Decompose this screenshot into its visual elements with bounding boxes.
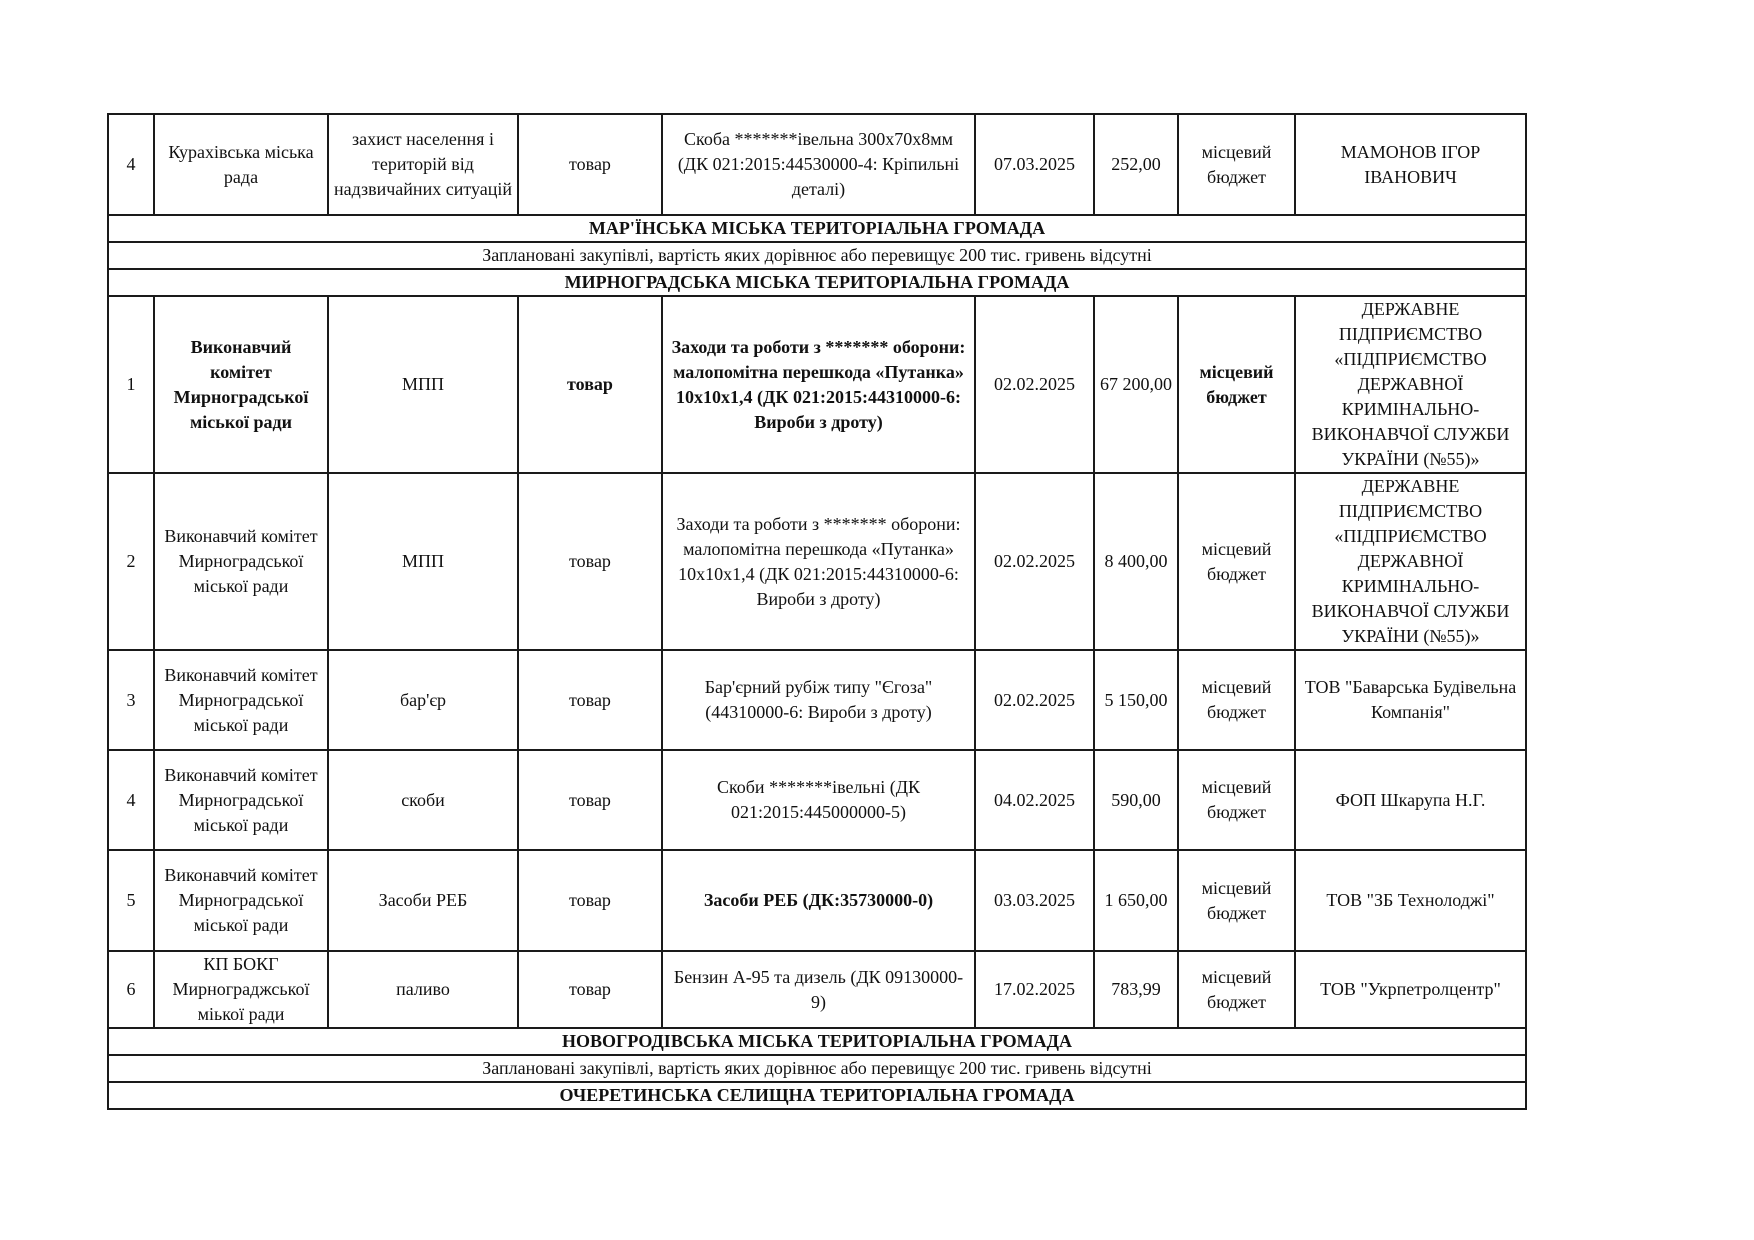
row-number: 1 [108,296,154,473]
item-cell: Скоби *******івельні (ДК 021:2015:445000000-5) [662,750,975,850]
item-cell: Заходи та роботи з ******* оборони: малопомітна перешкода «Путанка» 10х10х1,4 (ДК 021:2015:44310000-6: Вироби з дроту) [662,473,975,650]
supplier-cell: ТОВ "Баварська Будівельна Компанія" [1295,650,1526,750]
date-cell: 02.02.2025 [975,650,1094,750]
item-cell: Заходи та роботи з ******* оборони: малопомітна перешкода «Путанка» 10х10х1,4 (ДК 021:2015:44310000-6: Вироби з дроту) [662,296,975,473]
supplier-cell: ТОВ "Укрпетролцентр" [1295,951,1526,1028]
table-row [108,114,1526,215]
customer-cell: Виконавчий комітет Мирноградської міської ради [154,850,328,951]
supplier-cell: ДЕРЖАВНЕ ПІДПРИЄМСТВО «ПІДПРИЄМСТВО ДЕРЖАВНОЇ КРИМІНАЛЬНО-ВИКОНАВЧОЇ СЛУЖБИ УКРАЇНИ (№55)» [1295,296,1526,473]
section-heading-row [108,215,1526,242]
row-number: 4 [108,114,154,215]
section-note-marinka: Заплановані закупівлі, вартість яких дорівнює або перевищує 200 тис. гривень відсутні [108,242,1526,269]
section-heading-row [108,1028,1526,1055]
source-cell: місцевий бюджет [1178,951,1295,1028]
subject-cell: бар'єр [328,650,518,750]
supplier-cell: ФОП Шкарупа Н.Г. [1295,750,1526,850]
subject-cell: захист населення і територій від надзвичайних ситуацій [328,114,518,215]
date-cell: 03.03.2025 [975,850,1094,951]
procurement-table [107,113,1527,1110]
subject-cell: Засоби РЕБ [328,850,518,951]
amount-cell: 783,99 [1094,951,1178,1028]
type-cell: товар [518,650,662,750]
amount-cell: 8 400,00 [1094,473,1178,650]
table-row [108,951,1526,1028]
customer-cell: Виконавчий комітет Мирноградської міської ради [154,750,328,850]
table-row [108,850,1526,951]
date-cell: 17.02.2025 [975,951,1094,1028]
item-cell: Засоби РЕБ (ДК:35730000-0) [662,850,975,951]
section-heading-row [108,1082,1526,1109]
subject-cell: МПП [328,296,518,473]
type-cell: товар [518,296,662,473]
source-cell: місцевий бюджет [1178,114,1295,215]
subject-cell: паливо [328,951,518,1028]
section-title-marinka: МАР'ЇНСЬКА МІСЬКА ТЕРИТОРІАЛЬНА ГРОМАДА [108,215,1526,242]
section-note-row [108,242,1526,269]
type-cell: товар [518,850,662,951]
item-cell: Скоба *******івельна 300х70х8мм (ДК 021:2015:44530000-4: Кріпильні деталі) [662,114,975,215]
item-cell: Бар'єрний рубіж типу "Єгоза" (44310000-6: Вироби з дроту) [662,650,975,750]
customer-cell: Виконавчий комітет Мирноградської міської ради [154,296,328,473]
subject-cell: скоби [328,750,518,850]
row-number: 5 [108,850,154,951]
source-cell: місцевий бюджет [1178,473,1295,650]
type-cell: товар [518,951,662,1028]
supplier-cell: ТОВ "ЗБ Технолоджі" [1295,850,1526,951]
section-note-row [108,1055,1526,1082]
source-cell: місцевий бюджет [1178,296,1295,473]
customer-cell: Кураxівська міська рада [154,114,328,215]
table-row [108,473,1526,650]
type-cell: товар [518,750,662,850]
date-cell: 02.02.2025 [975,473,1094,650]
amount-cell: 5 150,00 [1094,650,1178,750]
supplier-cell: МАМОНОВ ІГОР ІВАНОВИЧ [1295,114,1526,215]
section-title-novohrodivka: НОВОГРОДІВСЬКА МІСЬКА ТЕРИТОРІАЛЬНА ГРОМАДА [108,1028,1526,1055]
type-cell: товар [518,473,662,650]
customer-cell: Виконавчий комітет Мирноградської міської ради [154,473,328,650]
section-title-ocheretyne: ОЧЕРЕТИНСЬКА СЕЛИЩНА ТЕРИТОРІАЛЬНА ГРОМАДА [108,1082,1526,1109]
row-number: 2 [108,473,154,650]
subject-cell: МПП [328,473,518,650]
supplier-cell: ДЕРЖАВНЕ ПІДПРИЄМСТВО «ПІДПРИЄМСТВО ДЕРЖАВНОЇ КРИМІНАЛЬНО-ВИКОНАВЧОЇ СЛУЖБИ УКРАЇНИ (№55)» [1295,473,1526,650]
section-title-myrnohrad: МИРНОГРАДСЬКА МІСЬКА ТЕРИТОРІАЛЬНА ГРОМАДА [108,269,1526,296]
section-heading-row [108,269,1526,296]
customer-cell: Виконавчий комітет Мирноградської міської ради [154,650,328,750]
source-cell: місцевий бюджет [1178,750,1295,850]
row-number: 4 [108,750,154,850]
amount-cell: 67 200,00 [1094,296,1178,473]
row-number: 3 [108,650,154,750]
section-note-novohrodivka: Заплановані закупівлі, вартість яких дорівнює або перевищує 200 тис. гривень відсутні [108,1055,1526,1082]
table-row [108,296,1526,473]
type-cell: товар [518,114,662,215]
source-cell: місцевий бюджет [1178,850,1295,951]
amount-cell: 252,00 [1094,114,1178,215]
table-row [108,750,1526,850]
date-cell: 07.03.2025 [975,114,1094,215]
item-cell: Бензин А-95 та дизель (ДК 09130000-9) [662,951,975,1028]
amount-cell: 1 650,00 [1094,850,1178,951]
date-cell: 02.02.2025 [975,296,1094,473]
customer-cell: КП БОКГ Мирнограджської міької ради [154,951,328,1028]
date-cell: 04.02.2025 [975,750,1094,850]
row-number: 6 [108,951,154,1028]
amount-cell: 590,00 [1094,750,1178,850]
source-cell: місцевий бюджет [1178,650,1295,750]
table-row [108,650,1526,750]
